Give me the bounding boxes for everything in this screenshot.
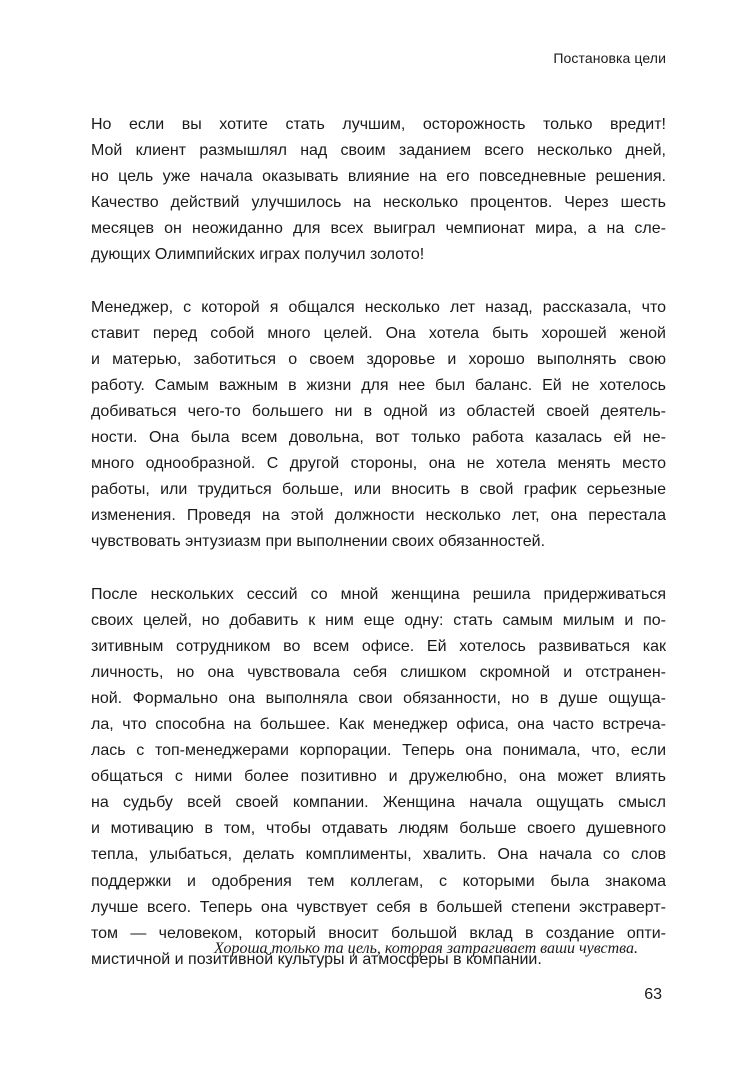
text-line: личность, но она чувствовала себя слишком скромной и отстранен- (91, 663, 666, 681)
body-text (91, 112, 666, 999)
text-line: общаться с ними более позитивно и дружелюбно, она может влиять (91, 768, 666, 786)
text-line: ности. Она была всем довольна, вот только работа казалась ей не- (91, 429, 666, 447)
text-line: Качество действий улучшилось на несколько процентов. Через шесть (91, 194, 666, 212)
page-number: 63 (644, 986, 662, 1003)
text-line: много однообразной. С другой стороны, она не хотела менять место (91, 455, 666, 473)
text-line: тепла, улыбаться, делать комплименты, хвалить. Она начала со слов (91, 846, 666, 864)
text-line: Но если вы хотите стать лучшим, осторожность только вредит! (91, 116, 666, 133)
paragraph-1 (91, 112, 666, 269)
text-line: том — человеком, который вносит большой вклад в создание опти- (91, 924, 666, 942)
text-line: но цель уже начала оказывать влияние на его повседневные решения. (91, 168, 666, 186)
epigraph-quote: Хороша только та цель, которая затрагивает ваши чувства. (214, 940, 638, 957)
text-line: Менеджер, с которой я общался несколько лет назад, рассказала, что (91, 298, 666, 316)
text-line: дующих Олимпийских играх получил золото! (91, 246, 425, 264)
text-line: изменения. Проведя на этой должности несколько лет, она перестала (91, 507, 666, 525)
text-line: мистичной и позитивной культуры и атмосферы в компании. (91, 950, 542, 968)
text-line: поддержки и одобрения тем коллегам, с которыми была знакома (91, 872, 666, 890)
running-header: Постановка цели (553, 50, 666, 66)
text-line: и мотивацию в том, чтобы отдавать людям больше своего душевного (91, 820, 666, 838)
text-line: на судьбу всей своей компании. Женщина начала ощущать смысл (91, 794, 666, 812)
text-line: месяцев он неожиданно для всех выиграл чемпионат мира, а на сле- (91, 220, 666, 238)
text-line: ставит перед собой много целей. Она хотела быть хорошей женой (91, 324, 666, 342)
text-line: После нескольких сессий со мной женщина решила придерживаться (91, 585, 666, 603)
text-line: и матерью, заботиться о своем здоровье и хорошо выполнять свою (91, 350, 666, 368)
text-line: лучше всего. Теперь она чувствует себя в большей степени экстраверт- (91, 898, 666, 916)
text-line: работу. Самым важным в жизни для нее был баланс. Ей не хотелось (91, 376, 666, 394)
text-line: Мой клиент размышлял над своим заданием всего несколько дней, (91, 142, 666, 160)
text-line: зитивным сотрудником во всем офисе. Ей хотелось развиваться как (91, 637, 666, 655)
paragraph-2 (91, 295, 666, 556)
text-line: добиваться чего-то большего ни в одной из областей своей деятель- (91, 402, 666, 420)
text-line: чувствовать энтузиазм при выполнении своих обязанностей. (91, 533, 546, 551)
text-line: своих целей, но добавить к ним еще одну: стать самым милым и по- (91, 611, 666, 629)
text-line: работы, или трудиться больше, или вносить в свой график серьезные (91, 481, 666, 499)
paragraph-3 (91, 582, 666, 973)
text-line: лась с топ-менеджерами корпорации. Теперь она понимала, что, если (91, 742, 666, 760)
text-line: ной. Формально она выполняла свои обязанности, но в душе ощуща- (91, 689, 666, 707)
text-line: ла, что способна на большее. Как менеджер офиса, она часто встреча- (91, 715, 666, 733)
